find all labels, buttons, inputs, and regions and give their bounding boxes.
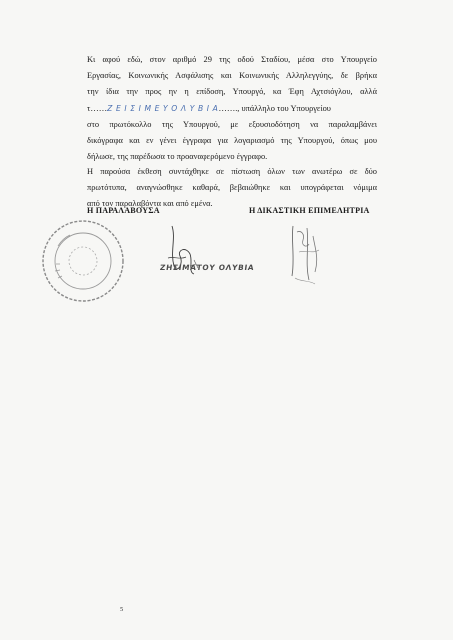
- text-line-with-name: [87, 101, 377, 117]
- line-suffix: ……., υπάλληλο του Υπουργείου: [218, 103, 331, 113]
- receiver-label: Η ΠΑΡΑΛΑΒΟΥΣΑ: [87, 206, 160, 215]
- bailiff-signature-icon: [285, 218, 345, 293]
- text-line: Εργασίας, Κοινωνικής Ασφάλισης και Κοινωνικής Αλληλεγγύης, δε βρήκα: [87, 71, 377, 81]
- text-line: στο πρωτόκολλο της Υπουργού, με εξουσιοδότηση να παραλαμβάνει: [87, 119, 377, 129]
- receiver-signature-icon: [150, 216, 210, 286]
- dotted-leader: ……: [90, 103, 108, 113]
- receiver-name-stamp: ΖΗΣΙΜΑΤΟΥ ΟΛΥΒΙΑ: [159, 263, 255, 272]
- bailiff-label: Η ΔΙΚΑΣΤΙΚΗ ΕΠΙΜΕΛΗΤΡΙΑ: [249, 206, 370, 215]
- page-number: 5: [120, 606, 124, 613]
- paragraph-service: [87, 52, 377, 165]
- text-line: από τον παραλαβόντα και από εμένα.: [87, 199, 213, 209]
- text-line: Η παρούσα έκθεση συντάχθηκε σε πίστωση όλων των ανωτέρω σε δύο: [87, 167, 377, 176]
- text-line: πρωτότυπα, αναγνώσθηκε καθαρά, βεβαιώθηκε και υπογράφεται νόμιμα: [87, 183, 377, 193]
- text-line: δήλωσε, της παρέδωσα το προαναφερόμενο έγγραφο.: [87, 152, 268, 162]
- handwritten-recipient-name: Ζ Ε Ι Σ Ι Μ Ε Υ Ο Λ Υ Β Ι Α: [107, 103, 219, 113]
- round-stamp-icon: [38, 216, 128, 306]
- text-line: την ίδια την προς ην η επίδοση, Υπουργό, κα Έφη Αχτσιόγλου, αλλά: [87, 87, 377, 97]
- line-prefix: τ: [87, 103, 91, 113]
- text-line: δικόγραφα και εν γένει έγγραφα για λογαριασμό της Υπουργού, όπως μου: [87, 136, 377, 146]
- text-line: Κι αφού εδώ, στον αριθμό 29 της οδού Σταδίου, μέσα στο Υπουργείο: [87, 55, 377, 64]
